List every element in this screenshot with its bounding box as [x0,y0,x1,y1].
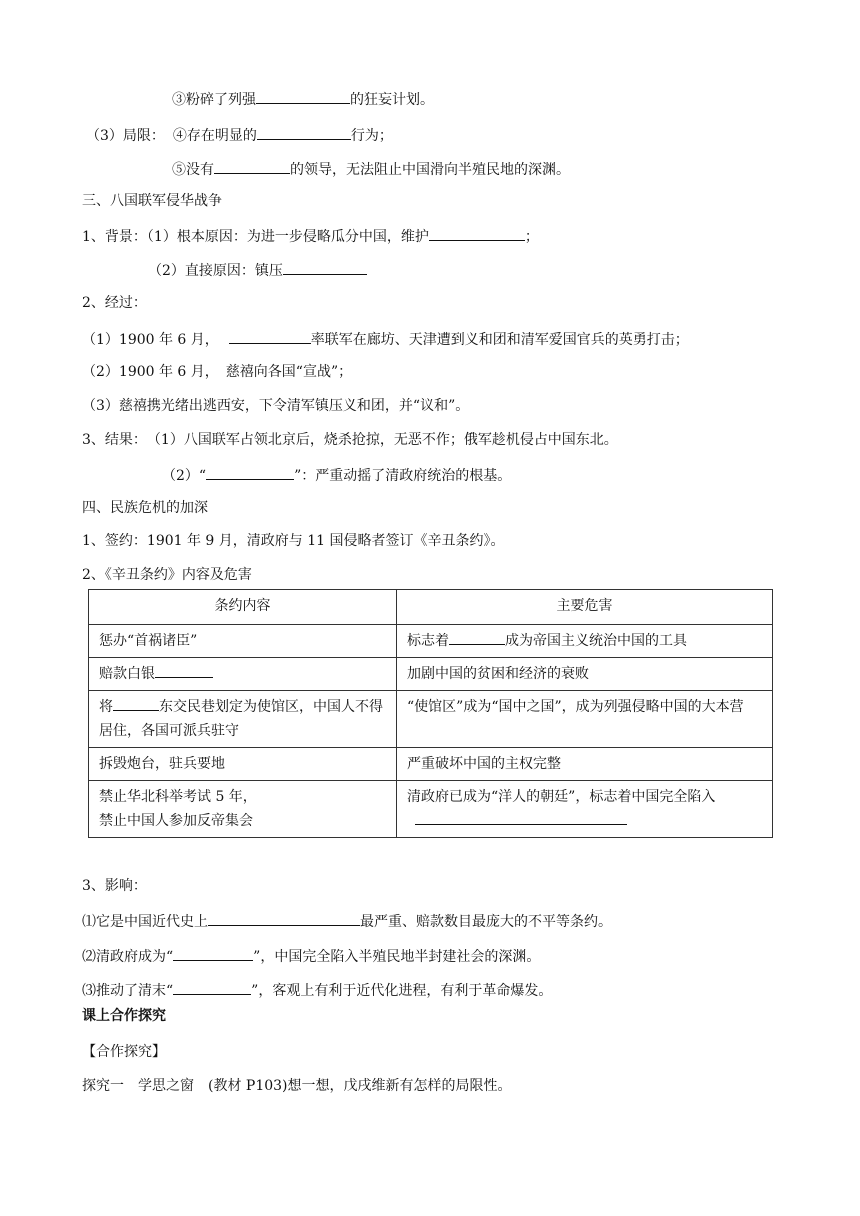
coop-subtitle: 【合作探究】 [82,1044,166,1060]
table-row [89,658,773,691]
section-heading-4: 四、民族危机的加深 [82,500,208,516]
table-cell: 禁止华北科举考试 5 年， 禁止中国人参加反帝集会 [89,781,397,838]
blank[interactable] [283,259,367,275]
line-signing: 1、签约：1901 年 9 月，清政府与 11 国侵略者签订《辛丑条约》。 [82,533,505,549]
blank[interactable] [229,328,311,344]
blank[interactable] [214,158,290,174]
table-cell: 将 东交民巷划定为使馆区，中国人不得居住，各国可派兵驻守 [89,691,397,748]
blank[interactable] [113,695,159,711]
line-course-3: （3）慈禧携光绪出逃西安，下令清军镇压义和团，并“议和”。 [82,398,470,414]
blank[interactable] [415,809,627,825]
inquiry-question-1: 探究一 学思之窗 (教材 P103)想一想，戊戌维新有怎样的局限性。 [82,1078,512,1094]
table-cell: 严重破坏中国的主权完整 [397,748,773,781]
line-impact-2: ⑵清政府成为“ ”，中国完全陷入半殖民地半封建社会的深渊。 [82,945,540,967]
table-cell: 加剧中国的贫困和经济的衰败 [397,658,773,691]
blank[interactable] [206,464,294,480]
column-header: 条约内容 [89,590,397,625]
blank[interactable] [449,629,505,645]
line-background-1: 1、背景：（1）根本原因：为进一步侵略瓜分中国，维护 ； [82,225,539,247]
table-row [89,748,773,781]
table-cell: 赔款白银 [89,658,397,691]
line-impact-3: ⑶推动了清末“ ”，客观上有利于近代化进程，有利于革命爆发。 [82,979,552,1001]
table-cell: 惩办“首祸诸臣” [89,625,397,658]
coop-title: 课上合作探究 [82,1008,166,1024]
line-no-leadership: ⑤没有 的领导，无法阻止中国滑向半殖民地的深渊。 [172,158,570,180]
blank[interactable] [257,124,351,140]
line-course-1: （1）1900 年 6 月， 率联军在廊坊、天津遭到义和团和清军爱国官兵的英勇打击； [82,328,689,350]
blank[interactable] [155,662,213,678]
blank[interactable] [173,979,251,995]
table-row [89,625,773,658]
section-heading-3: 三、八国联军侵华战争 [82,193,222,209]
line-impact-1: ⑴它是中国近代史上 最严重、赔款数目最庞大的不平等条约。 [82,910,612,932]
blank[interactable] [429,225,525,241]
table-row [89,691,773,748]
line-course-2: （2）1900 年 6 月， 慈禧向各国“宣战”； [82,364,353,380]
table-cell: 标志着 成为帝国主义统治中国的工具 [397,625,773,658]
blank[interactable] [208,910,360,926]
table-cell: “使馆区”成为“国中之国”，成为列强侵略中国的大本营 [397,691,773,748]
line-shatter-plan: ③粉碎了列强 的狂妄计划。 [172,88,434,110]
line-background-2: （2）直接原因：镇压 [148,259,367,281]
table-row [89,781,773,838]
column-header: 主要危害 [397,590,773,625]
table-cell: 清政府已成为“洋人的朝廷”，标志着中国完全陷入 [397,781,773,838]
treaty-content-title: 2、《辛丑条约》内容及危害 [82,567,252,583]
line-limitation: （3）局限： ④存在明显的 行为； [86,124,393,146]
course-title: 2、经过： [82,295,147,311]
table-cell: 拆毁炮台，驻兵要地 [89,748,397,781]
blank[interactable] [256,88,350,104]
impact-title: 3、影响： [82,878,147,894]
treaty-table [88,589,773,838]
line-result-1: 3、结果： （1）八国联军占领北京后，烧杀抢掠，无恶不作；俄军趁机侵占中国东北。 [82,432,618,448]
line-result-2: （2）“ ”：严重动摇了清政府统治的根基。 [162,464,511,486]
blank[interactable] [173,945,253,961]
table-header-row [89,590,773,625]
